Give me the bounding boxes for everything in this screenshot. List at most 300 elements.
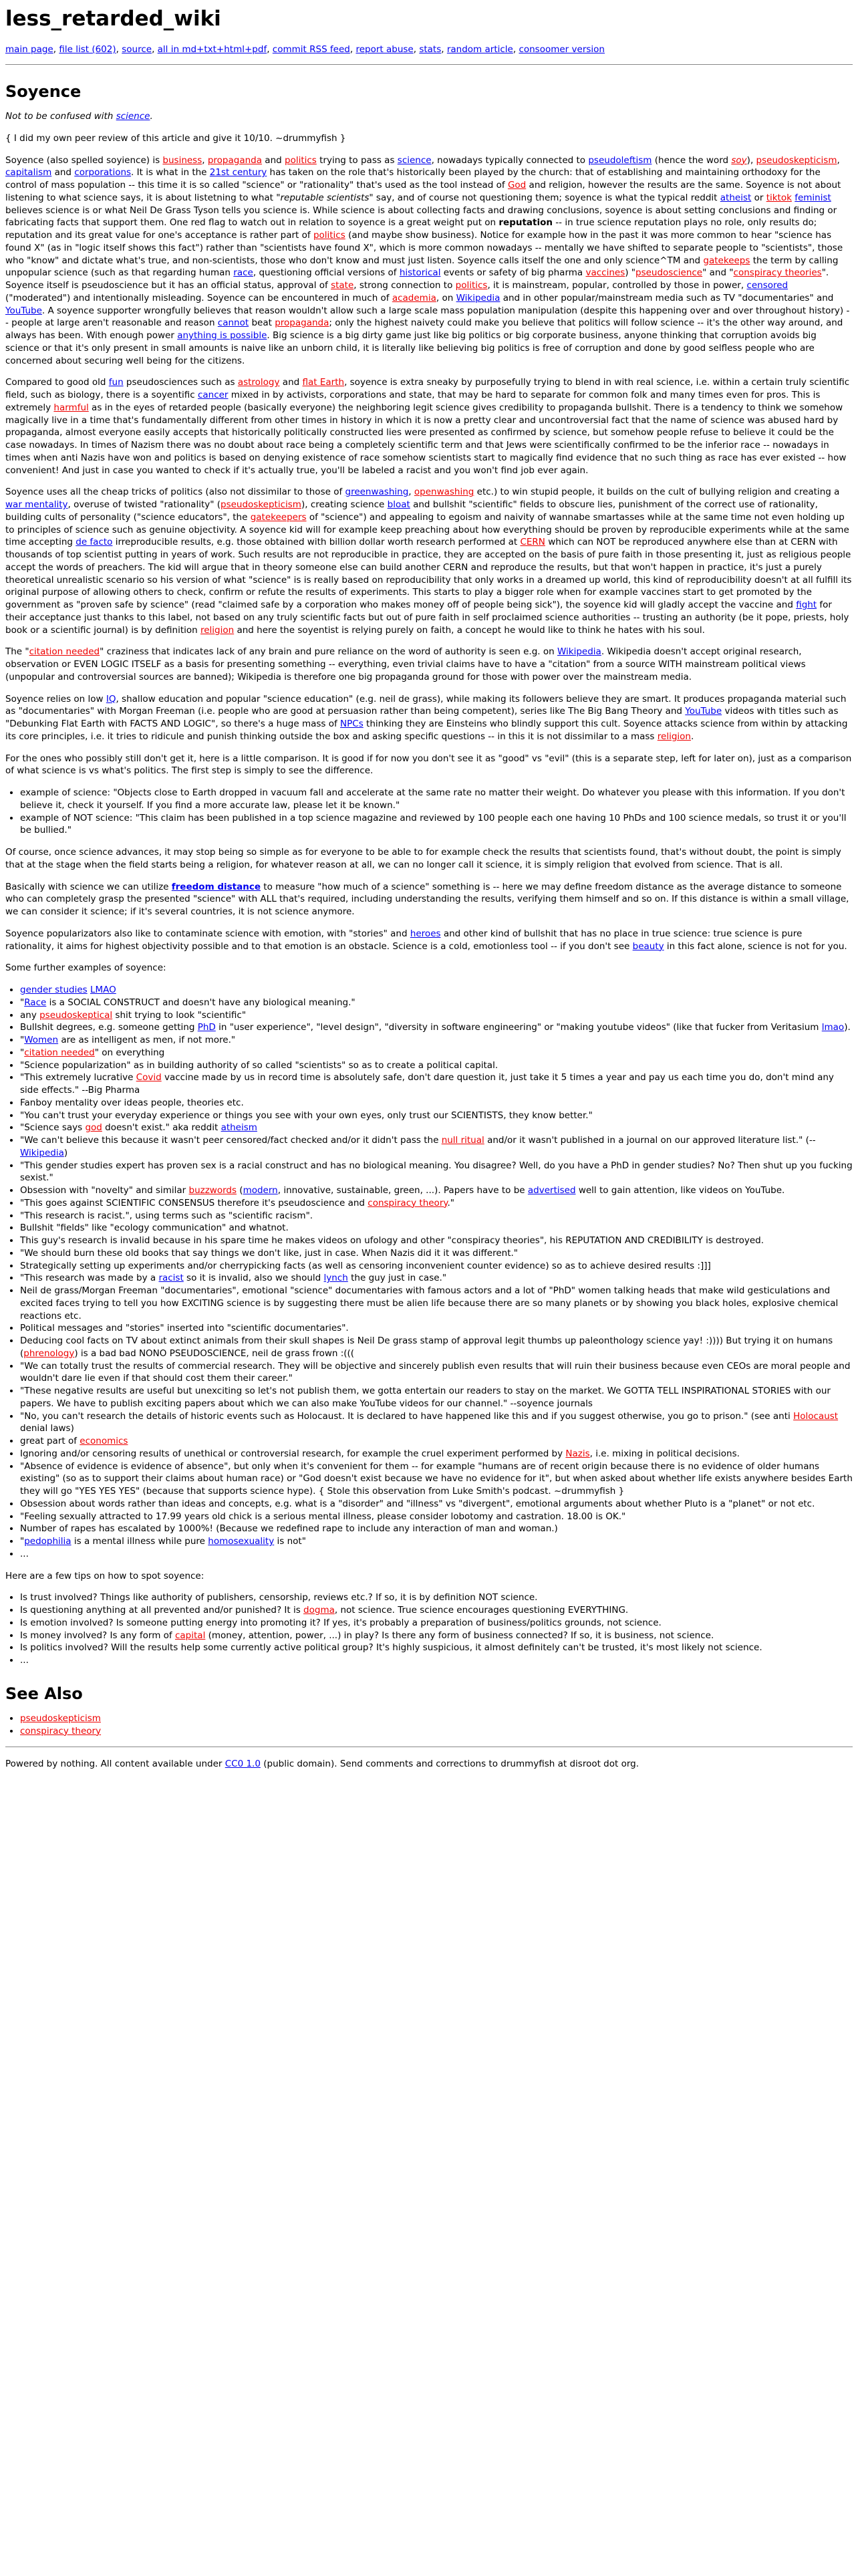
text-run: , i.e. mixing in political decisions. — [589, 1448, 740, 1459]
nav-file-list-602-link[interactable]: file list (602) — [59, 44, 116, 55]
fight-link[interactable]: fight — [796, 600, 817, 610]
list-item — [20, 1272, 853, 1285]
soy-link[interactable]: soy — [731, 154, 747, 166]
footer-text — [5, 1758, 853, 1771]
race-link[interactable]: race — [233, 267, 253, 279]
pseudoskepticism-link[interactable]: pseudoskepticism — [20, 1712, 101, 1724]
list-item — [20, 997, 853, 1009]
pseudoskeptical-link[interactable]: pseudoskeptical — [39, 1009, 113, 1021]
text-run: example of NOT science: "This claim has been published in a top science magazine and reviewed by 100 people each one having 10 PhDs and 100 science medals, so trust it or you'll be bullied." — [20, 812, 847, 836]
god-link[interactable]: God — [507, 180, 527, 190]
text-run: "Science popularization" as in building authority of so called "scientists" so as to create a political capital. — [20, 1059, 498, 1071]
paragraph — [5, 486, 853, 636]
text-run: and in other popular/mainstream media such as TV "documentaries" and — [500, 292, 834, 303]
list-item — [20, 1322, 853, 1335]
phrenology-link[interactable]: phrenology — [23, 1347, 75, 1359]
text-run: , questioning official versions of — [253, 267, 400, 279]
list-item — [20, 1617, 853, 1630]
text-run: believes science is or what Neil De Grass Tyson tells you science is. While science is about collecting facts and drawing conclusions, soyence is about setting conclusions and finding or fabricating facts that support them. One red flag to watch out in relation to soyence is a great weight put on — [5, 205, 837, 229]
holocaust-link[interactable]: Holocaust — [793, 1410, 839, 1422]
list-item — [20, 1285, 853, 1322]
flat-earth-link[interactable]: flat Earth — [302, 377, 345, 388]
text-run: For the ones who possibly still don't get it, here is a little comparison. It is good if for now you don't see it as "good" vs "evil" (this is a separate step, left for later on), just as a comparison of what science is vs what's politics. The first step is simply to see the difference. — [5, 753, 852, 777]
politics-link[interactable]: politics — [313, 230, 345, 241]
economics-link[interactable]: economics — [80, 1436, 128, 1446]
text-run: are as intelligent as men, if not more." — [58, 1035, 236, 1045]
nav-separator: , — [116, 44, 122, 55]
nav-consoomer-version-link[interactable]: consoomer version — [519, 44, 605, 55]
text-run: for their acceptance just thanks to this label, not based on any truly scientific facts but out of pure faith in self proclaimed science authorities -- trusting an authority (be it pope, priests, holy book or a scientific journal) is by definition — [5, 600, 849, 636]
text-run: the guy just in case." — [347, 1273, 447, 1284]
cern-link[interactable]: CERN — [520, 537, 545, 548]
harmful-link[interactable]: harmful — [53, 402, 89, 413]
paragraph — [5, 376, 853, 477]
pedophilia-link[interactable]: pedophilia — [24, 1536, 72, 1547]
text-run: (hence the word — [652, 154, 732, 166]
text-run: is not" — [274, 1536, 306, 1547]
corporations-link[interactable]: corporations — [74, 167, 132, 178]
paragraph — [5, 753, 853, 778]
nav-separator: , — [413, 44, 420, 55]
text-run: and here the soyentist is relying purely on faith, a concept he would like to think he hates with his soul. — [234, 624, 705, 636]
text-run: "We should burn these old books that say things we don't like, just in case. When Nazis did it it was different." — [20, 1247, 518, 1259]
women-link[interactable]: Women — [24, 1035, 59, 1045]
text-run: any — [20, 1009, 40, 1021]
text-run: great part of — [20, 1436, 80, 1446]
conspiracy-theories-link[interactable]: conspiracy theories — [733, 267, 822, 279]
text-run: ), creating science — [301, 499, 388, 510]
text-run: Soyence popularizators also like to contaminate science with emotion, with "stories" and — [5, 928, 410, 939]
text-run: Is money involved? Is any form of — [20, 1630, 175, 1641]
text-run: , — [202, 154, 208, 166]
text-run: Is politics involved? Will the results help some currently active political group? It's highly suspicious, it almost definitely can't be trusted, it's most likely not science. — [20, 1642, 762, 1654]
text-run: events or safety of big pharma — [440, 267, 586, 279]
religion-link[interactable]: religion — [200, 624, 235, 636]
text-run: "We can totally trust the results of commercial research. They will be objective and sincerely publish even results that will ruin their business because even CEOs are moral people and wouldn't dare lie even if that should cost them their career." — [20, 1360, 851, 1384]
paragraph — [5, 881, 853, 918]
text-run: trying to pass as — [316, 154, 398, 166]
text-run: Soyence uses all the cheap tricks of politics (also not dissimilar to those of — [5, 487, 345, 498]
text-run: "These negative results are useful but unexciting so let's not publish them, we gotta entertain our readers to stay on the market. We GOTTA TELL INSPIRATIONAL STORIES with our papers. We have to publish exciting papers about which we can also make YouTube videos for our channel." --soyence journals — [20, 1386, 831, 1409]
atheism-link[interactable]: atheism — [221, 1122, 257, 1134]
article-content — [5, 82, 853, 1747]
lmao-link[interactable]: lmao — [821, 1022, 845, 1033]
list — [5, 1712, 853, 1738]
text-run: and — [279, 377, 303, 388]
text-run: denial laws) — [20, 1423, 74, 1434]
vaccines-link[interactable]: vaccines — [585, 267, 625, 279]
nav-source-link[interactable]: source — [122, 44, 152, 55]
text-run: is a mental illness while pure — [71, 1536, 208, 1547]
list — [5, 1591, 853, 1667]
cc0-1-0-link[interactable]: CC0 1.0 — [225, 1759, 261, 1770]
feminist-link[interactable]: feminist — [795, 192, 831, 203]
nav-separator: , — [513, 44, 519, 55]
text-run: , shallow education and popular "science education" (e.g. neil de grass), while making its followers believe they are smart. It produces propaganda material such as "documentaries" with Morgan Freeman (i.e. people who are good at persuasion rather than being competent), series like The Big Bang Theory and — [5, 693, 847, 717]
race-link[interactable]: Race — [24, 997, 47, 1008]
list-item — [20, 1071, 853, 1097]
gatekeeps-link[interactable]: gatekeeps — [703, 255, 750, 266]
text-run: doesn't exist." aka reddit — [102, 1122, 221, 1134]
text-run: { I did my own peer review of this article and give it 10/10. ~drummyfish } — [5, 132, 346, 144]
text-run: The " — [5, 646, 29, 658]
text-run: Is emotion involved? Is someone putting energy into promoting it? If yes, it's probably a preparation of business/politics grounds, not science. — [20, 1617, 662, 1628]
list-item — [20, 1110, 853, 1122]
phd-link[interactable]: PhD — [197, 1022, 216, 1033]
text-run: and/or it wasn't published in a journal on our approved literature list." (-- — [484, 1135, 816, 1146]
conspiracy-theory-link[interactable]: conspiracy theory — [368, 1197, 448, 1208]
pseudoleftism-link[interactable]: pseudoleftism — [588, 154, 652, 166]
text-run: and — [51, 167, 75, 178]
nav-main-page-link[interactable]: main page — [5, 44, 53, 55]
text-run: ). — [844, 1022, 851, 1033]
war-mentality-link[interactable]: war mentality — [5, 499, 68, 510]
text-run: " — [20, 1035, 25, 1045]
text-run: thinking they are Einsteins who blindly support this cult. Soyence attacks science from within by attacking its core principles, i.e. it tries to ridicule and punish thinking outside the box and asking specific questions -- in this it is not dissimilar to a mass — [5, 719, 848, 742]
article-title: Soyence — [5, 82, 82, 101]
wiki-title: less_retarded_wiki — [5, 7, 221, 31]
text-run: Is trust involved? Things like authority of publishers, censorship, reviews etc.? If so, it is by definition NOT science. — [20, 1592, 538, 1603]
list-item — [20, 1235, 853, 1247]
text-run: in this fact alone, science is not for you. — [664, 940, 847, 952]
list-item — [20, 1460, 853, 1498]
text-run: , on — [436, 292, 456, 303]
youtube-link[interactable]: YouTube — [5, 305, 42, 316]
advertised-link[interactable]: advertised — [527, 1185, 576, 1196]
text-run: " — [20, 1047, 25, 1058]
21st-century-link[interactable]: 21st century — [209, 167, 267, 178]
text-run: Neil de grass/Morgan Freeman "documentaries", emotional "science" documentaries with famous actors and a lot of "PhD" women talking heads that make wild gesticulations and excited faces trying to tell you how EXCITING science is by suggesting there must be alien life because there are so many planets or by showing you black holes, explosive chemical reactions etc. — [20, 1285, 839, 1321]
text-run: and — [262, 154, 285, 166]
text-run: "You can't trust your everyday experience or things you see with your own eyes, only trust our SCIENTISTS, they know better." — [20, 1110, 593, 1121]
text-run: shit trying to look "scientific" — [112, 1009, 247, 1021]
nav-random-article-link[interactable]: random article — [446, 44, 513, 55]
text-run: , innovative, sustainable, green, ...). Papers have to be — [277, 1185, 528, 1196]
list-item — [20, 1184, 853, 1197]
text-run: Compared to good old — [5, 377, 109, 388]
text-run: mixed in by activists, corporations and state, that may be hard to separate for common folk and many times even for pros. This is extremely — [5, 390, 821, 413]
list-item — [20, 1247, 853, 1260]
text-run: of "science") and appealing to egoism and naivity of wannabe smartasses while at the same time not even holding up to principles of science such as genuine objectivity. A soyence kid will for example keep preaching about how everything should be proven by reproducible experiments while at the same time accepting — [5, 511, 849, 548]
pseudoskepticism-link[interactable]: pseudoskepticism — [221, 499, 301, 510]
see-also-heading: See Also — [5, 1684, 83, 1703]
text-run: ), — [746, 154, 756, 166]
text-run: or — [751, 192, 766, 203]
text-run: , strong connection to — [353, 280, 456, 291]
nav-separator: , — [349, 44, 356, 55]
list-item — [20, 1360, 853, 1386]
text-run: "Feeling sexually attracted to 17.99 years old chick is a serious mental illness, please consider lobotomy and castration. 18.00 is OK." — [20, 1511, 626, 1522]
text-run: "This extremely lucrative — [20, 1072, 136, 1083]
text-run: Basically with science we can utilize — [5, 881, 172, 892]
anything-is-possible-link[interactable]: anything is possible — [177, 330, 267, 341]
bloat-link[interactable]: bloat — [387, 499, 410, 510]
freedom-distance-link[interactable]: freedom distance — [171, 881, 261, 892]
text-run: , soyence is extra sneaky by purposefully trying to blend in with real science, i.e. within a certain truly scientific field, such as biology, there is a soyentific — [5, 377, 850, 400]
text-run: Soyence (also spelled soyience) is — [5, 154, 163, 166]
text-run: Political messages and "stories" inserted into "scientific documentaries". — [20, 1323, 349, 1334]
text-run: example of science: "Objects close to Earth dropped in vacuum fall and accelerate at the same rate no matter their weight. Do whatever you please with this information. If you don't believe it, check it yourself. If you find a more accurate law, please let it be known." — [20, 787, 845, 811]
text-run: , it is mainstream, popular, controlled by those in power, — [487, 280, 747, 291]
text-run: reputation — [498, 217, 553, 229]
list-item — [20, 1034, 853, 1047]
nav-separator: , — [441, 44, 447, 55]
top-nav — [5, 44, 853, 55]
list-item — [20, 1097, 853, 1110]
text-run: beat — [249, 317, 275, 329]
business-link[interactable]: business — [162, 154, 202, 166]
list-item — [20, 1385, 853, 1410]
text-run: Powered by nothing. All content available under — [5, 1759, 225, 1770]
wikipedia-link[interactable]: Wikipedia — [456, 292, 500, 303]
heroes-link[interactable]: heroes — [410, 928, 441, 939]
text-run: . A soyence supporter wrongfully believes that reason wouldn't allow such a large scale mass population manipulation (despite this happening over and over throughout history) -- people at large aren't reasonable and reason — [5, 305, 850, 329]
capital-link[interactable]: capital — [174, 1630, 206, 1641]
text-run: so it is invalid, also we should — [183, 1273, 324, 1284]
text-run: "reputable scientists" — [276, 192, 374, 203]
openwashing-link[interactable]: openwashing — [414, 487, 474, 498]
text-run: ; only the highest naivety could make you believe that politics will follow science -- it's the other way around, and always has been. With enough power — [5, 317, 843, 341]
text-run: has taken on the role that's historically been played by the church: that of establishing and maintaining orthodoxy for the control of mass population -- this time it is so called "science" or "rationality" that's used as the tool instead of — [5, 167, 821, 190]
propaganda-link[interactable]: propaganda — [207, 154, 263, 166]
iq-link[interactable]: IQ — [106, 693, 116, 704]
text-run: " — [20, 997, 25, 1008]
list-item — [20, 1498, 853, 1511]
paragraph — [5, 154, 853, 368]
text-run: "No, you can't research the details of historic events such as Holocaust. It is declared to have happened like this and if you suggest otherwise, you go to prison." (see anti — [20, 1410, 794, 1422]
text-run: Ignoring and/or censoring results of unethical or controversial research, for example the cruel experiment performed by — [20, 1448, 566, 1459]
text-run: "This goes against SCIENTIFIC CONSENSUS therefore it's pseudoscience and — [20, 1197, 368, 1208]
text-run: to measure "how much of a science" something is -- here we may define freedom distance as the average distance to someone who can completely grasp the presented "science" with ALL that's required, including understanding the results, verifying them himself and so on. If this distance is within a small village, we can consider it science; if it's several countries, it is not science anymore. — [5, 881, 849, 917]
nav-all-in-md-txt-html-pdf-link[interactable]: all in md+txt+html+pdf — [157, 44, 267, 55]
text-run: "Science says — [20, 1122, 86, 1134]
list-item — [20, 1335, 853, 1360]
text-run: Fanboy mentality over ideas people, theories etc. — [20, 1097, 244, 1108]
list-item — [20, 1604, 853, 1617]
citation-needed-link[interactable]: citation needed — [24, 1047, 95, 1058]
text-run: , nowadays typically connected to — [431, 154, 589, 166]
text-run: "This gender studies expert has proven sex is a racial construct and has no biological meaning. You disagree? Well, do you have a PhD in gender studies? No? Then shut up you fucking sexist." — [20, 1160, 853, 1184]
text-run: (and maybe show business). Notice for example how in the past it was more common to hear "science has found X" (as in "logic itself shows this fact") rather than "scientists have found X", which is more common nowadays -- mentally we have shifted to separate people to "scientists", those who "know" and dictate what's true, and non-scientists, those who don't know and must just listen. Soyence calls itself the one and only science^TM and — [5, 230, 843, 266]
text-run: . Wikipedia doesn't accept original research, observation or EVEN LOGIC ITSELF as a basis for presenting something -- everything, even trivial claims have to have a "citation" from a source WITH mainstream political views (unpopular and controversial sources are banned); Wikipedia is therefore one big propaganda ground for those with power over the mainstream media. — [5, 646, 806, 682]
citation-needed-link[interactable]: citation needed — [29, 646, 100, 658]
footer — [5, 1758, 853, 1771]
text-run: (money, attention, power, ...) in play? Is there any form of business connected? If so, it is business, not science. — [205, 1630, 714, 1641]
historical-link[interactable]: historical — [399, 267, 441, 279]
atheist-link[interactable]: atheist — [720, 192, 752, 203]
text-run: , not science. True science encourages questioning EVERYTHING. — [334, 1605, 629, 1616]
text-run: . It is what in the — [131, 167, 210, 178]
list-item — [20, 1591, 853, 1604]
de-facto-link[interactable]: de facto — [76, 537, 113, 548]
list-item — [20, 1260, 853, 1273]
censored-link[interactable]: censored — [746, 280, 789, 291]
lynch-link[interactable]: lynch — [323, 1273, 348, 1284]
nav-report-abuse-link[interactable]: report abuse — [355, 44, 414, 55]
paragraph — [5, 928, 853, 953]
text-run: which can NOT be reproduced anywhere else than at CERN with thousands of top scientist putting in years of work. Such results are not reproducible in practice, they are accepted on the basis of pure faith in those presenting it, just as religious people accept the words of preachers. The kid will argue that in theory someone else can build another CERN and reproduce the results, but that won't happen in practice, it's just a purely theoretical unrealistic scenario so his version of what "science" is is really based on reproducibility that only works in a dreamed up world, this kind of reproducibility doesn't at all fulfill its original purpose of allowing others to check, confirm or refute the results of experiments. This starts to play a bigger role when for example vaccines start to get promoted by the government as "proven safe by science" (read "claimed safe by a corporation who makes money off of people being sick"), the soyence kid will gladly accept the vaccine and — [5, 537, 852, 610]
list-item — [20, 1523, 853, 1535]
text-run: "Absence of evidence is evidence of absence", but only when it's convenient for them -- for example "humans are of recent origin because there is no evidence of older humans existing" (so as to support their claims about human race) or "God doesn't exist because we have no evidence for it", but when asked about whether life exists anywhere besides Earth they will go "YES YES YES" (because that supports science hype). { Stole this observation from Luke Smith's podcast. ~drummyfish } — [20, 1460, 853, 1497]
racist-link[interactable]: racist — [158, 1273, 184, 1284]
science-link[interactable]: science — [116, 111, 150, 122]
nav-separator: , — [267, 44, 273, 55]
list-item — [20, 1222, 853, 1235]
youtube-link[interactable]: YouTube — [685, 706, 722, 717]
pseudoskepticism-link[interactable]: pseudoskepticism — [756, 154, 837, 166]
list-item — [20, 1654, 853, 1667]
nazis-link[interactable]: Nazis — [565, 1448, 590, 1459]
text-run: " and " — [702, 267, 734, 279]
capitalism-link[interactable]: capitalism — [5, 167, 52, 178]
science-link[interactable]: science — [397, 154, 432, 166]
text-run: " craziness that indicates lack of any brain and pure reliance on the word of authority is seen e.g. on — [100, 646, 557, 658]
text-run: and religion, however the results are the same. Soyence is not about listening to what science says, it is about listetning to what — [5, 180, 841, 203]
paragraph — [5, 132, 853, 145]
text-run: videos with titles such as "Debunking Flat Earth with FACTS AND LOGIC", so there's a huge mass of — [5, 706, 839, 729]
text-run: is a SOCIAL CONSTRUCT and doesn't have any biological meaning." — [46, 997, 355, 1008]
list-item — [20, 1160, 853, 1185]
paragraph — [5, 1570, 853, 1583]
state-link[interactable]: state — [331, 280, 354, 291]
list-item — [20, 1021, 853, 1034]
dogma-link[interactable]: dogma — [303, 1605, 335, 1616]
list-item — [20, 1210, 853, 1222]
list-item — [20, 1047, 853, 1059]
buzzwords-link[interactable]: buzzwords — [188, 1185, 237, 1196]
list — [5, 984, 853, 1561]
fun-link[interactable]: fun — [108, 377, 124, 388]
list-item — [20, 1059, 853, 1072]
god-link[interactable]: god — [85, 1122, 102, 1134]
greenwashing-link[interactable]: greenwashing — [345, 487, 409, 498]
text-run: " on everything — [94, 1047, 165, 1058]
pseudoscience-link[interactable]: pseudoscience — [635, 267, 703, 279]
list-item — [20, 1548, 853, 1561]
text-run: ) " — [625, 267, 636, 279]
header-divider — [5, 64, 853, 65]
modern-link[interactable]: modern — [243, 1185, 278, 1196]
paragraph — [5, 110, 853, 123]
text-run: etc.) to win stupid people, it builds on the cult of bullying religion and creating a — [474, 487, 840, 498]
text-run: Bullshit degrees, e.g. someone getting — [20, 1022, 198, 1033]
null-ritual-link[interactable]: null ritual — [441, 1135, 484, 1146]
text-run: vaccine made by us in record time is absolutely safe, don't dare question it, just take it 5 times a year and pay us each time you do, don't mind any side effects." --Big Pharma — [20, 1072, 834, 1096]
nav-commit-rss-feed-link[interactable]: commit RSS feed — [272, 44, 350, 55]
text-run: " — [20, 1536, 25, 1547]
text-run: and bullshit "scientific" fields to obscure lies, punishment of the correct use of rationality, building cults of personality ("science educators", the — [5, 499, 818, 523]
text-run: ) — [63, 1147, 68, 1158]
lmao-link[interactable]: LMAO — [90, 985, 116, 995]
text-run: Not to be confused with — [5, 111, 116, 122]
text-run: (public domain). Send comments and corrections to drummyfish at disroot dot org. — [260, 1759, 639, 1770]
list — [5, 787, 853, 837]
text-run: . — [690, 731, 694, 742]
tiktok-link[interactable]: tiktok — [766, 192, 792, 203]
text-run: ) is a bad bad NONO PSEUDOSCIENCE, neil de grass frown :((( — [74, 1347, 355, 1359]
beauty-link[interactable]: beauty — [632, 940, 664, 952]
list-item — [20, 787, 853, 812]
text-run: . — [150, 111, 153, 122]
paragraph — [5, 962, 853, 975]
paragraph — [5, 693, 853, 743]
text-run: Here are a few tips on how to spot soyence: — [5, 1570, 204, 1581]
list-item — [20, 1448, 853, 1460]
text-run: say, and of course not questioning them; soyence is what the typical reddit — [373, 192, 720, 203]
list-item — [20, 1511, 853, 1523]
nav-separator: , — [53, 44, 59, 55]
conspiracy-theory-link[interactable]: conspiracy theory — [20, 1725, 102, 1736]
list-item — [20, 1435, 853, 1448]
text-run: Is questioning anything at all prevented and/or punished? It is — [20, 1605, 304, 1616]
religion-link[interactable]: religion — [657, 731, 691, 742]
text-run: "This research is racist.", using terms such as "scientific racism". — [20, 1210, 313, 1221]
list-item — [20, 812, 853, 838]
text-run: irreproducible results, e.g. those obtained with billion dollar worth research performed at — [112, 537, 521, 548]
text-run: "We can't believe this because it wasn't peer censored/fact checked and/or it didn't pass the — [20, 1135, 442, 1146]
list-item — [20, 1410, 853, 1436]
text-run: well to gain attention, like videos on YouTube. — [575, 1185, 785, 1196]
list-item — [20, 1197, 853, 1210]
text-run: Number of rapes has escalated by 1000%! (Because we redefined rape to include any interaction of man and woman.) — [20, 1523, 558, 1535]
nav-stats-link[interactable]: stats — [419, 44, 442, 55]
text-run: ( — [237, 1185, 243, 1196]
text-run: This guy's research is invalid because in his spare time he makes videos on ufology and other "conspiracy theories", his REPUTATION AND CREDIBILITY is destroyed. — [20, 1235, 764, 1246]
academia-link[interactable]: academia — [392, 292, 436, 303]
astrology-link[interactable]: astrology — [237, 377, 280, 388]
gender-studies-link[interactable]: gender studies — [20, 985, 88, 995]
cancer-link[interactable]: cancer — [197, 390, 229, 400]
paragraph — [5, 646, 853, 683]
text-run: Obsession with "novelty" and similar — [20, 1185, 189, 1196]
text-run: Some further examples of soyence: — [5, 962, 166, 974]
text-run: . Big science is a big dirty game just like big politics or big corporate business, anyone thinking that corruption avoids big science or that it's only present in small amounts is naive like an unborn child, it is literally like believing big politics is free of corruption and done by good selfless people who are concerned about securing well being for the citizens. — [5, 330, 817, 366]
politics-link[interactable]: politics — [285, 154, 317, 166]
npcs-link[interactable]: NPCs — [340, 719, 364, 729]
text-run: in "user experience", "level design", "diversity in software engineering" or "making youtube videos" (like that fucker from Veritasium — [215, 1022, 822, 1033]
covid-link[interactable]: Covid — [136, 1072, 162, 1083]
gatekeepers-link[interactable]: gatekeepers — [250, 511, 307, 523]
wikipedia-link[interactable]: Wikipedia — [20, 1147, 64, 1158]
text-run: , — [837, 154, 840, 166]
text-run: and other kind of bullshit that has no place in true science: true science is pure rationality, it aims for highest objectivity possible and to that emotion is an obstacle. Science is a cold, emotionless tool -- if you don't see — [5, 928, 803, 952]
text-run: -- in true science reputation plays no role, only results do; reputation and its great value for one's acceptance is rather part of — [5, 217, 817, 241]
list-item — [20, 1725, 853, 1738]
list-item — [20, 984, 853, 997]
cannot-link[interactable]: cannot — [217, 317, 249, 329]
text-run: Of course, once science advances, it may stop being so simple as for everyone to be able to for example check the results that scientists found, that's without doubt, the point is simply that at the stage when the field starts being a religion, for whatever reason at all, we can no longer call it science, it is simply religion that evolved from science. That is all. — [5, 847, 841, 870]
text-run: the term by calling unpopular science (such as that regarding human — [5, 255, 839, 279]
text-run: Deducing cool facts on TV about extinct animals from their skull shapes is Neil De grass stamp of approval legit thumbs up paleonthology science yay! :)))) But trying it on humans ( — [20, 1335, 833, 1359]
homosexuality-link[interactable]: homosexuality — [208, 1536, 275, 1547]
propaganda-link[interactable]: propaganda — [275, 317, 329, 329]
list-item — [20, 1009, 853, 1022]
text-run: , — [408, 487, 414, 498]
text-run: ... — [20, 1548, 29, 1559]
text-run: "This research was made by a — [20, 1273, 159, 1284]
text-run: , overuse of twisted "rationality" ( — [67, 499, 221, 510]
wikipedia-link[interactable]: Wikipedia — [557, 646, 601, 658]
list-item — [20, 1535, 853, 1548]
text-run: pseudosciences such as — [123, 377, 238, 388]
text-run: as in the eyes of retarded people (basically everyone) the neighboring legit science gives credibility to propaganda bullshit. There is a tendency to think we somehow magically live in a time that's fundamentally different from other times in history in which it is now a pretty clear and uncontroversial fact that the name of science was abused hard by propaganda, almost everyone easily accepts that historically politically constructed lies were presented as confirmed by science, but somehow people refuse to believe it could be the case nowadays. In times of Nazism there was no doubt about race being a completely scientific term and that Jews were scientifically confirmed to be the inferior race -- nowadays in times when anti Nazis have won and politics is based on denying existence of race somehow scientists start to magically find evidence that no such thing as race has ever existed -- how convenient! And just in case you wanted to check if it's actually true, you'll be labeled a racist and you won't find job ever again. — [5, 402, 847, 476]
list-item — [20, 1122, 853, 1134]
text-run: Bullshit "fields" like "ecology communication" and whatnot. — [20, 1222, 289, 1234]
text-run: Strategically setting up experiments and/or cherrypicking facts (as well as censoring inconvenient counter evidence) so as to achieve desired results :]]] — [20, 1260, 711, 1271]
text-run: ... — [20, 1655, 29, 1666]
nav-separator: , — [152, 44, 158, 55]
politics-link[interactable]: politics — [455, 280, 488, 291]
